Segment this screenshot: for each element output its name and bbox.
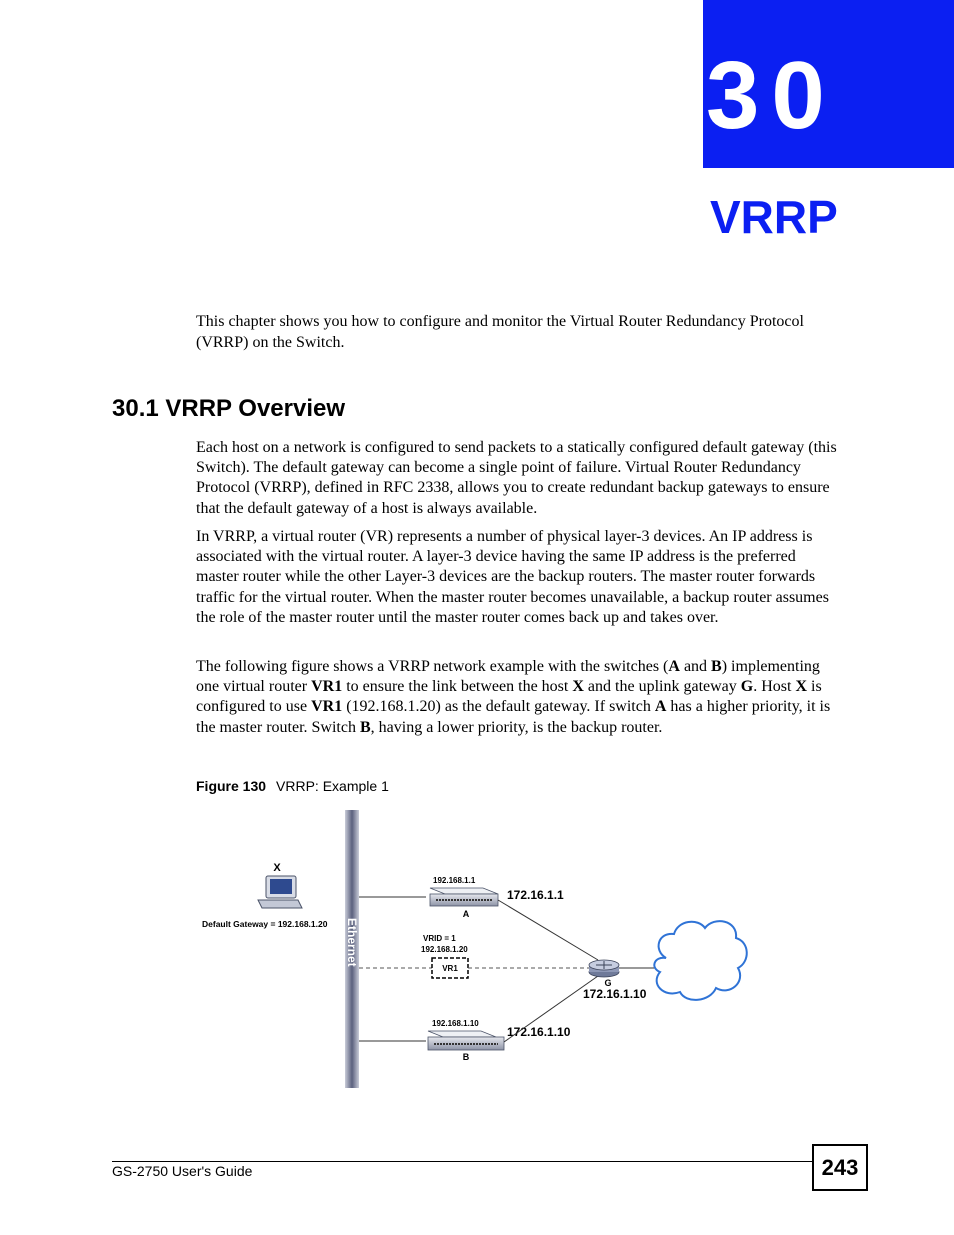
- default-gateway-label: Default Gateway = 192.168.1.20: [202, 919, 328, 929]
- chapter-title: VRRP: [710, 191, 838, 243]
- vr1-label: VR1: [442, 964, 458, 973]
- switch-b-label: B: [462, 1052, 470, 1062]
- section-heading: 30.1 VRRP Overview: [112, 395, 346, 422]
- switch-b-uplink-ip: 172.16.1.10: [507, 1025, 571, 1039]
- gateway-label: G: [604, 978, 612, 988]
- router-icon: [589, 960, 619, 977]
- switch-b-icon: [428, 1031, 504, 1050]
- footer-guide-title: GS-2750 User's Guide: [112, 1163, 253, 1179]
- computer-icon: [258, 876, 302, 908]
- overview-paragraph-3: The following figure shows a VRRP network example with the switches (A and B) implementing one virtual router VR1 to ensure the link between the host X and the uplink gateway G. Host X is configured to use VR1 (192.168.1.20) as the default gateway. If switch A has a higher priority, it is the master router. Switch B, having a lower priority, is the backup router.: [196, 658, 831, 736]
- vr-ip: 192.168.1.20: [421, 945, 468, 954]
- link-a-to-gateway: [498, 900, 598, 960]
- overview-paragraph-2: In VRRP, a virtual router (VR) represents a number of physical layer-3 devices. An IP address is associated with the virtual router. A layer-3 device having the same IP address is the preferred master router while the other Layer-3 devices are the backup routers. The master router forwards traffic for the virtual router. When the master router becomes unavailable, a backup router assumes the role of the master router until the master router comes back up and takes over.: [196, 528, 829, 626]
- intro-paragraph: This chapter shows you how to configure and monitor the Virtual Router Redundancy Protocol (VRRP) on the Switch.: [196, 313, 804, 351]
- switch-b-ip: 192.168.1.10: [432, 1019, 479, 1028]
- vrrp-network-diagram: [198, 810, 748, 1088]
- page-number: 243: [812, 1144, 868, 1191]
- ethernet-label: Ethernet: [345, 918, 359, 967]
- switch-a-ip: 192.168.1.1: [433, 876, 476, 885]
- host-label: X: [273, 862, 281, 874]
- vrid-label: VRID = 1: [423, 934, 456, 943]
- switch-a-label: A: [462, 909, 470, 919]
- figure-caption-text: VRRP: Example 1: [276, 778, 389, 794]
- cloud-icon: [654, 921, 746, 1000]
- gateway-ip: 172.16.1.10: [583, 987, 647, 1001]
- switch-a-icon: [430, 888, 498, 906]
- figure-label: Figure 130: [196, 778, 267, 794]
- figure-caption: [196, 777, 389, 795]
- overview-paragraph-1: Each host on a network is configured to send packets to a statically configured default gateway (this Switch). The default gateway can become a single point of failure. Virtual Router Redundancy Protocol (VRRP), defined in RFC 2338, allows you to create redundant backup gateways to ensure that the default gateway of a host is always available.: [196, 439, 837, 517]
- switch-a-uplink-ip: 172.16.1.1: [507, 888, 564, 902]
- chapter-number: 30: [706, 42, 837, 149]
